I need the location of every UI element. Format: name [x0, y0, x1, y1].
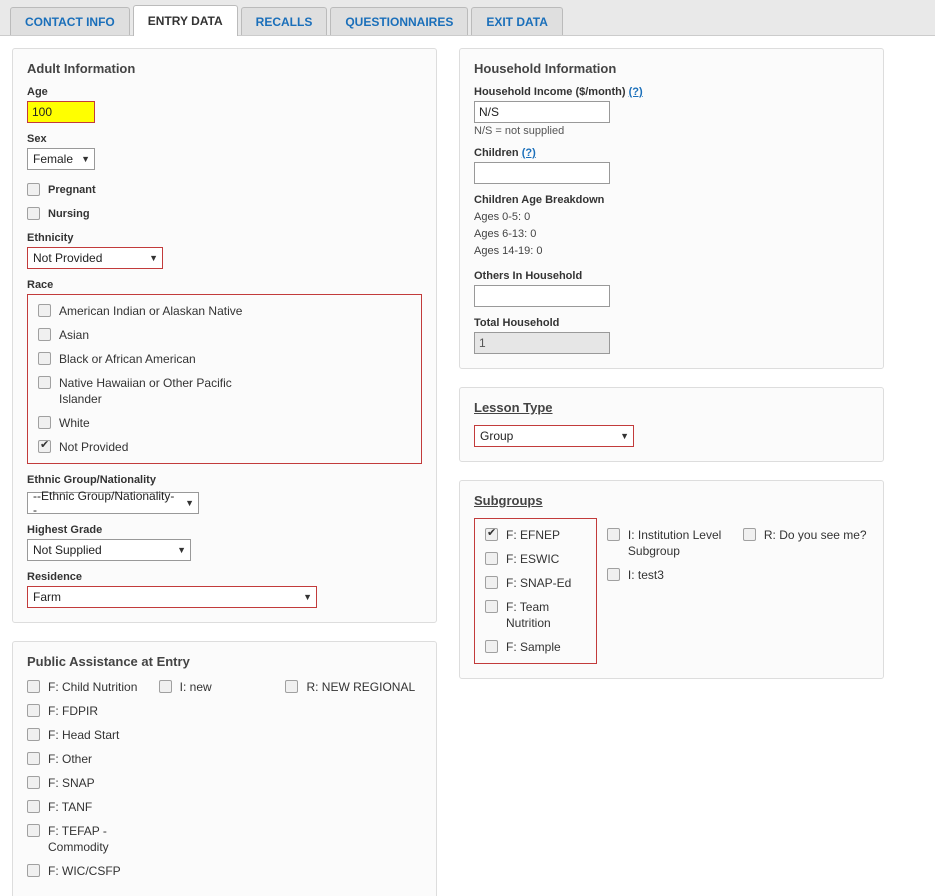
race-option-row[interactable] — [38, 439, 411, 455]
pa-label-other: F: Other — [48, 752, 93, 766]
right-column — [459, 48, 884, 697]
pa-label-wic-csfp: F: WIC/CSFP — [48, 864, 121, 878]
subgroup-label-snap-ed: F: SNAP-Ed — [506, 576, 572, 590]
subgroup-option-row[interactable] — [743, 527, 869, 543]
pregnant-label: Pregnant — [48, 184, 96, 196]
pa-checkbox-head-start[interactable] — [27, 728, 40, 741]
lesson-type-select[interactable] — [474, 425, 634, 447]
race-label: Race — [27, 279, 54, 291]
left-column — [12, 48, 437, 896]
subgroups-title: Subgroups — [474, 493, 543, 508]
race-label-american-indian: American Indian or Alaskan Native — [59, 304, 243, 318]
chevron-down-icon: ▼ — [81, 154, 90, 164]
subgroup-label-efnep: F: EFNEP — [506, 528, 561, 542]
children-input[interactable] — [474, 162, 610, 184]
race-checkbox-not-provided[interactable] — [38, 440, 51, 453]
pa-checkbox-snap[interactable] — [27, 776, 40, 789]
pa-checkbox-child-nutrition[interactable] — [27, 680, 40, 693]
lesson-type-title: Lesson Type — [474, 400, 553, 415]
pa-label-new: I: new — [179, 680, 212, 694]
pa-option-row[interactable] — [27, 775, 159, 791]
race-option-row[interactable] — [38, 415, 411, 431]
public-assistance-grid — [27, 679, 422, 887]
subgroup-option-row[interactable] — [607, 527, 733, 559]
public-assistance-title: Public Assistance at Entry — [27, 654, 190, 669]
adult-information-panel — [12, 48, 437, 623]
sex-select[interactable] — [27, 148, 95, 170]
household-income-hint: N/S = not supplied — [474, 125, 565, 137]
subgroup-checkbox-efnep[interactable] — [485, 528, 498, 541]
chevron-down-icon: ▼ — [185, 498, 194, 508]
race-label-not-provided: Not Provided — [59, 440, 129, 454]
pa-option-row[interactable] — [27, 799, 159, 815]
subgroups-grid — [474, 518, 869, 664]
residence-label: Residence — [27, 571, 83, 583]
subgroups-column-regional — [743, 518, 869, 664]
pa-label-tanf: F: TANF — [48, 800, 93, 814]
subgroup-option-row[interactable] — [485, 599, 586, 631]
household-income-input[interactable] — [474, 101, 610, 123]
highest-grade-select-value: Not Supplied — [33, 543, 102, 557]
highest-grade-select[interactable] — [27, 539, 191, 561]
age-label: Age — [27, 86, 48, 98]
public-assistance-panel — [12, 641, 437, 896]
tab-entry-data[interactable]: ENTRY DATA — [133, 5, 238, 36]
pa-option-row[interactable] — [27, 703, 159, 719]
tab-bar — [0, 0, 935, 36]
adult-information-title: Adult Information — [27, 61, 136, 76]
pa-label-new-regional: R: NEW REGIONAL — [306, 680, 416, 694]
children-help-link[interactable]: (?) — [521, 147, 536, 159]
public-assistance-column-institution — [159, 679, 286, 887]
chevron-down-icon: ▼ — [303, 592, 312, 602]
pa-label-child-nutrition: F: Child Nutrition — [48, 680, 138, 694]
entry-data-page — [0, 36, 935, 896]
pa-label-fdpir: F: FDPIR — [48, 704, 98, 718]
children-age-breakdown-6-13: Ages 6-13: 0 — [474, 228, 537, 240]
chevron-down-icon: ▼ — [149, 253, 158, 263]
public-assistance-column-federal — [27, 679, 159, 887]
tab-questionnaires[interactable]: QUESTIONNAIRES — [330, 7, 468, 35]
race-option-row[interactable] — [38, 351, 411, 367]
tab-recalls[interactable]: RECALLS — [241, 7, 328, 35]
nursing-checkbox[interactable] — [27, 207, 40, 220]
pa-option-row[interactable] — [27, 751, 159, 767]
race-checkbox-white[interactable] — [38, 416, 51, 429]
race-label-native-hawaiian: Native Hawaiian or Other Pacific Islander — [59, 376, 232, 406]
race-label-white: White — [59, 416, 90, 430]
sex-select-value: Female — [33, 152, 74, 166]
subgroup-checkbox-snap-ed[interactable] — [485, 576, 498, 589]
pa-checkbox-tefap[interactable] — [27, 824, 40, 837]
subgroups-column-federal — [474, 518, 597, 664]
race-label-asian: Asian — [59, 328, 90, 342]
pa-label-tefap: F: TEFAP - Commodity — [48, 824, 109, 854]
chevron-down-icon: ▼ — [177, 545, 186, 555]
pa-option-row[interactable] — [27, 679, 159, 695]
subgroup-label-team-nutrition: F: Team Nutrition — [506, 600, 551, 630]
subgroup-checkbox-institution-level[interactable] — [607, 528, 620, 541]
subgroups-panel — [459, 480, 884, 679]
subgroup-checkbox-do-you-see-me[interactable] — [743, 528, 756, 541]
pa-checkbox-wic-csfp[interactable] — [27, 864, 40, 877]
ethnic-group-label: Ethnic Group/Nationality — [27, 474, 156, 486]
race-option-row[interactable] — [38, 327, 411, 343]
children-label — [474, 147, 869, 159]
race-checkbox-american-indian[interactable] — [38, 304, 51, 317]
pa-option-row[interactable] — [285, 679, 422, 695]
subgroup-option-row[interactable] — [485, 639, 586, 655]
pa-checkbox-new[interactable] — [159, 680, 172, 693]
subgroup-label-sample: F: Sample — [506, 640, 561, 654]
children-age-breakdown-0-5: Ages 0-5: 0 — [474, 211, 531, 223]
household-information-panel — [459, 48, 884, 369]
nursing-row[interactable] — [27, 206, 422, 222]
nursing-label: Nursing — [48, 208, 90, 220]
race-option-row[interactable] — [38, 303, 411, 319]
pa-checkbox-other[interactable] — [27, 752, 40, 765]
lesson-type-select-value: Group — [480, 429, 514, 443]
subgroups-column-institution — [607, 518, 733, 664]
lesson-type-panel — [459, 387, 884, 462]
ethnicity-label: Ethnicity — [27, 232, 74, 244]
pregnant-checkbox[interactable] — [27, 183, 40, 196]
subgroup-checkbox-eswic[interactable] — [485, 552, 498, 565]
ethnic-group-select-value: --Ethnic Group/Nationality-- — [33, 489, 175, 517]
subgroup-label-do-you-see-me: R: Do you see me? — [763, 528, 867, 542]
tab-contact-info[interactable]: CONTACT INFO — [10, 7, 130, 35]
pa-checkbox-tanf[interactable] — [27, 800, 40, 813]
race-checkbox-asian[interactable] — [38, 328, 51, 341]
sex-label: Sex — [27, 133, 47, 145]
residence-select[interactable] — [27, 586, 317, 608]
children-age-breakdown-14-19: Ages 14-19: 0 — [474, 245, 543, 257]
subgroup-checkbox-team-nutrition[interactable] — [485, 600, 498, 613]
pa-option-row[interactable] — [27, 727, 159, 743]
ethnicity-select-value: Not Provided — [33, 251, 103, 265]
household-income-label — [474, 86, 869, 98]
race-group — [27, 294, 422, 464]
subgroup-checkbox-sample[interactable] — [485, 640, 498, 653]
pa-label-head-start: F: Head Start — [48, 728, 120, 742]
pa-checkbox-new-regional[interactable] — [285, 680, 298, 693]
subgroup-option-row[interactable] — [485, 575, 586, 591]
household-income-help-link[interactable]: (?) — [628, 86, 643, 98]
race-checkbox-black[interactable] — [38, 352, 51, 365]
highest-grade-label: Highest Grade — [27, 524, 103, 536]
others-in-household-label: Others In Household — [474, 270, 583, 282]
pa-checkbox-fdpir[interactable] — [27, 704, 40, 717]
subgroup-label-institution-level: I: Institution Level Subgroup — [627, 528, 722, 558]
residence-select-value: Farm — [33, 590, 61, 604]
household-income-label-text: Household Income ($/month) — [474, 86, 626, 98]
subgroup-option-row[interactable] — [607, 567, 733, 583]
subgroup-label-eswic: F: ESWIC — [506, 552, 560, 566]
public-assistance-column-regional — [285, 679, 422, 887]
tab-exit-data[interactable]: EXIT DATA — [471, 7, 563, 35]
race-label-black: Black or African American — [59, 352, 196, 366]
pregnant-row[interactable] — [27, 182, 422, 198]
pa-option-row[interactable] — [27, 863, 159, 879]
subgroup-label-test3: I: test3 — [627, 568, 664, 582]
total-household-label: Total Household — [474, 317, 560, 329]
total-household-input — [474, 332, 610, 354]
children-label-text: Children — [474, 147, 519, 159]
pa-option-row[interactable] — [27, 823, 159, 855]
age-input[interactable] — [27, 101, 95, 123]
pa-label-snap: F: SNAP — [48, 776, 95, 790]
subgroup-option-row[interactable] — [485, 527, 586, 543]
ethnicity-select[interactable] — [27, 247, 163, 269]
race-checkbox-native-hawaiian[interactable] — [38, 376, 51, 389]
subgroup-option-row[interactable] — [485, 551, 586, 567]
pa-option-row[interactable] — [159, 679, 286, 695]
children-age-breakdown-title: Children Age Breakdown — [474, 194, 605, 206]
ethnic-group-select[interactable] — [27, 489, 199, 517]
subgroup-checkbox-test3[interactable] — [607, 568, 620, 581]
others-in-household-input[interactable] — [474, 285, 610, 307]
race-option-row[interactable] — [38, 375, 411, 407]
chevron-down-icon: ▼ — [620, 431, 629, 441]
household-information-title: Household Information — [474, 61, 617, 76]
